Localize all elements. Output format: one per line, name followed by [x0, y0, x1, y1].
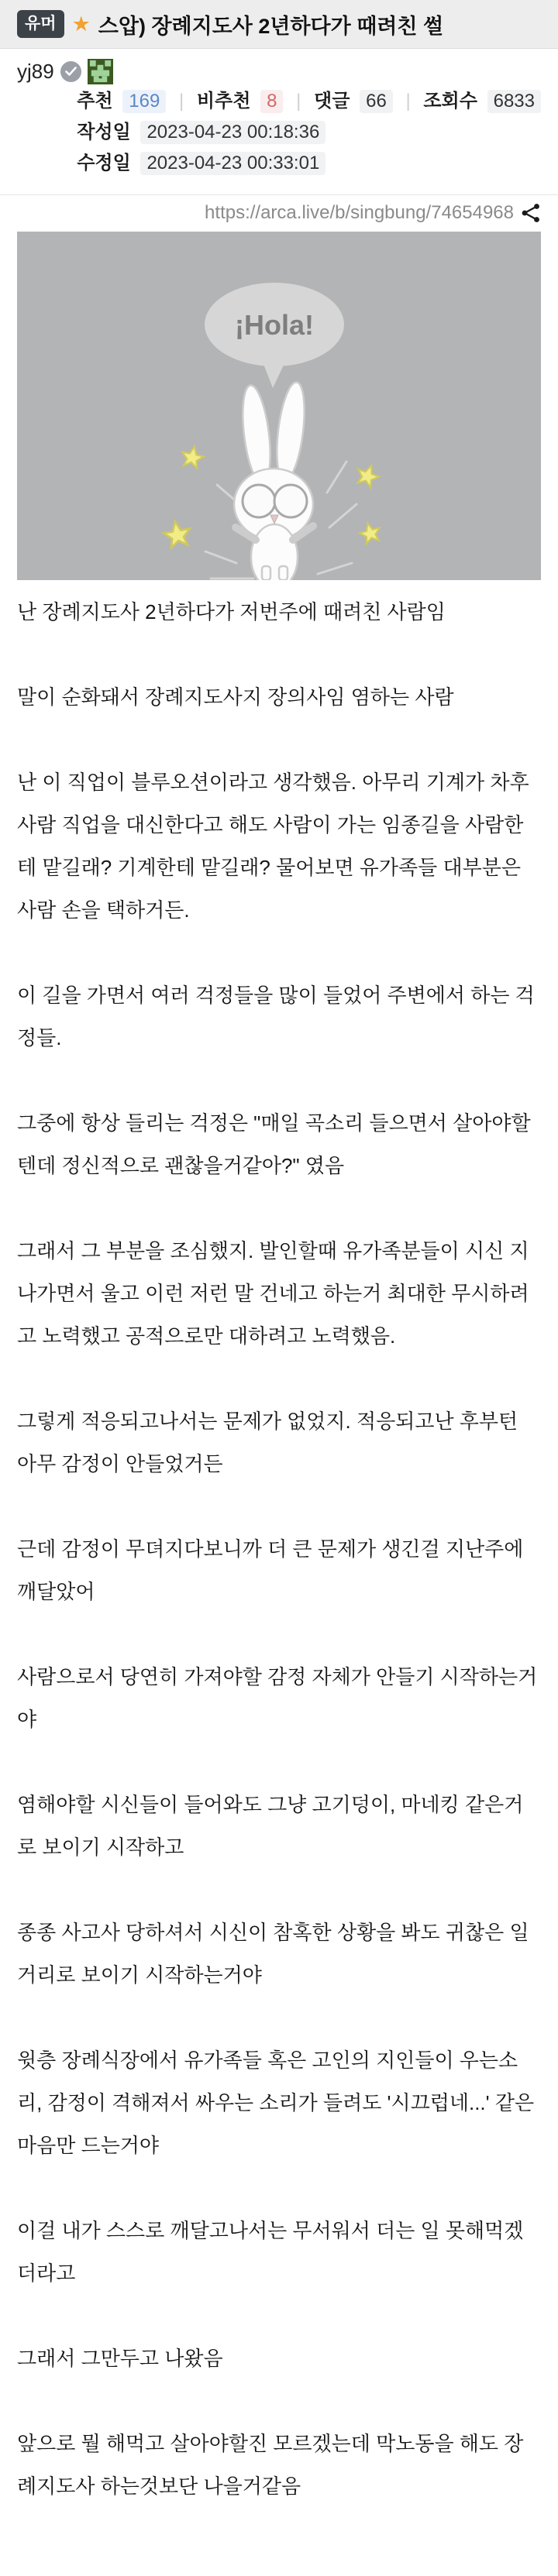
edited-label: 수정일 — [77, 153, 131, 173]
body-paragraph: 난 이 직업이 블루오션이라고 생각했음. 아무리 기계가 차후 사람 직업을 대신한다고 해도 사람이 가는 임종길을 사람한테 맡길래? 기계한테 맡길래? 물어보면 유가족들 대부분은 사람 손을 택하거든. — [17, 771, 529, 922]
post-meta — [77, 86, 541, 179]
author-name[interactable]: yj89 — [17, 59, 54, 83]
comments-label: 댓글 — [314, 91, 350, 112]
edited-row — [77, 148, 541, 179]
downvote-count: 8 — [260, 90, 283, 113]
views-label: 조회수 — [423, 91, 477, 112]
body-paragraph: 사람으로서 당연히 가져야할 감정 자체가 안들기 시작하는거야 — [17, 1665, 538, 1731]
body-paragraph: 이 길을 가면서 여러 걱정들을 많이 들었어 주변에서 하는 걱정들. — [17, 984, 535, 1049]
page-title: 스압) 장례지도사 2년하다가 때려친 썰 — [98, 14, 444, 38]
views-count: 6833 — [487, 90, 541, 113]
article-head — [0, 49, 558, 179]
upvote-label: 추천 — [77, 91, 113, 112]
share-row — [0, 195, 558, 232]
body-paragraph: 그래서 그 부분을 조심했지. 발인할때 유가족분들이 시신 지나가면서 울고 이런 저런 말 건네고 하는거 최대한 무시하려고 노력했고 공적으로만 대하려고 노력했음. — [17, 1239, 529, 1348]
share-icon[interactable] — [521, 203, 541, 223]
stats-row — [77, 86, 541, 117]
author-row — [17, 58, 541, 84]
edited-timestamp: 2023-04-23 00:33:01 — [140, 152, 326, 175]
body-paragraph: 이걸 내가 스스로 깨달고나서는 무서워서 더는 일 못해먹겠더라고 — [17, 2219, 524, 2285]
separator: | — [178, 91, 184, 112]
comments-count: 66 — [360, 90, 393, 113]
category-badge[interactable]: 유머 — [17, 10, 64, 38]
body-paragraph: 근데 감정이 무뎌지다보니까 더 큰 문제가 생긴걸 지난주에 깨달았어 — [17, 1537, 524, 1603]
sticker-wrap — [0, 232, 558, 580]
sticker-speech-text: ¡Hola! — [235, 309, 314, 341]
body-paragraph: 앞으로 뭘 해먹고 살아야할진 모르겠는데 막노동을 해도 장례지도사 하는것보단 나을거같음 — [17, 2432, 524, 2498]
body-paragraph: 난 장례지도사 2년하다가 저번주에 때려친 사람임 — [17, 600, 446, 623]
body-paragraph: 말이 순화돼서 장례지도사지 장의사임 염하는 사람 — [17, 685, 454, 709]
body-paragraph: 그중에 항상 들리는 걱정은 "매일 곡소리 들으면서 살아야할 텐데 정신적으로 괜찮을거같아?" 였음 — [17, 1111, 531, 1177]
title-bar — [0, 0, 558, 49]
star-icon: ★ — [71, 12, 91, 36]
sticker-image — [17, 232, 541, 580]
body-paragraph: 그래서 그만두고 나왔음 — [17, 2347, 223, 2370]
separator: | — [405, 91, 411, 112]
verified-check-icon — [60, 61, 81, 82]
body-paragraph: 윗층 장례식장에서 유가족들 혹은 고인의 지인들이 우는소리, 감정이 격해져서 싸우는 소리가 들려도 '시끄럽네...' 같은 마음만 드는거야 — [17, 2049, 535, 2157]
created-label: 작성일 — [77, 122, 131, 143]
body-paragraph: 종종 사고사 당하셔서 시신이 참혹한 상황을 봐도 귀찮은 일거리로 보이기 시작하는거야 — [17, 1921, 529, 1987]
author-pixel-badge-icon — [88, 59, 113, 84]
body-paragraph: 염해야할 시신들이 들어와도 그냥 고기덩이, 마네킹 같은거로 보이기 시작하고 — [17, 1793, 524, 1859]
downvote-label: 비추천 — [196, 91, 251, 112]
created-timestamp: 2023-04-23 00:18:36 — [140, 121, 326, 144]
created-row — [77, 117, 541, 148]
separator: | — [296, 91, 301, 112]
upvote-count: 169 — [122, 90, 166, 113]
body-paragraph: 그렇게 적응되고나서는 문제가 없었지. 적응되고난 후부턴 아무 감정이 안들었거든 — [17, 1410, 518, 1475]
post-body — [0, 580, 558, 2531]
post-url-link[interactable]: https://arca.live/b/singbung/74654968 — [205, 202, 514, 223]
